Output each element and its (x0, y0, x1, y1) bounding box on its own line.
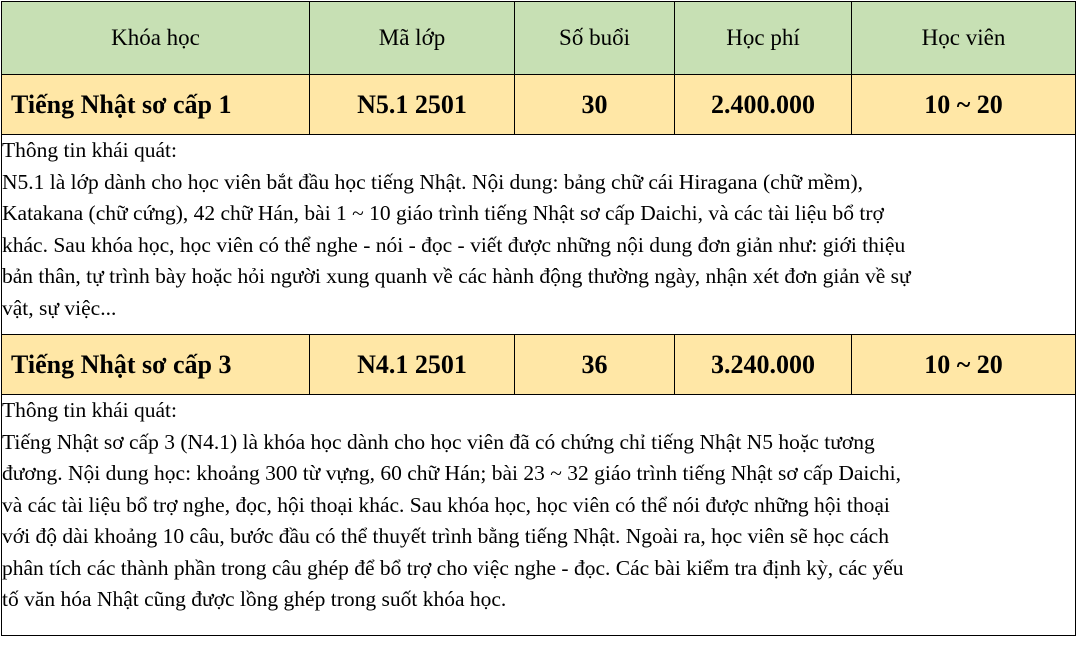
description-line: Tiếng Nhật sơ cấp 3 (N4.1) là khóa học dành cho học viên đã có chứng chỉ tiếng Nhật N5 hoặc tương (2, 429, 875, 454)
description-line: phân tích các thành phần trong câu ghép để bổ trợ cho việc nghe - đọc. Các bài kiểm tra định kỳ, các yếu (2, 555, 904, 580)
student-count: 10 ~ 20 (852, 335, 1076, 395)
class-code: N4.1 2501 (310, 335, 515, 395)
tuition-fee: 3.240.000 (675, 335, 852, 395)
description-line: N5.1 là lớp dành cho học viên bắt đầu học tiếng Nhật. Nội dung: bảng chữ cái Hiragana (chữ mềm), (2, 169, 863, 194)
course-name: Tiếng Nhật sơ cấp 1 (2, 75, 310, 135)
course-table (1, 1, 1076, 636)
course-row-2 (2, 335, 1076, 395)
description-line: vật, sự việc... (2, 295, 117, 320)
description-line: và các tài liệu bổ trợ nghe, đọc, hội thoại khác. Sau khóa học, học viên có thể nói được những hội thoại (2, 492, 890, 517)
tuition-fee: 2.400.000 (675, 75, 852, 135)
description-line: bản thân, tự trình bày hoặc hỏi người xung quanh về các hành động thường ngày, nhận xét đơn giản về sự (2, 264, 911, 288)
course-description (2, 395, 1076, 636)
header-course: Khóa học (2, 2, 310, 75)
description-line: khác. Sau khóa học, học viên có thể nghe - nói - đọc - viết được những nội dung đơn giản như: giới thiệu (2, 232, 906, 257)
description-line: Katakana (chữ cứng), 42 chữ Hán, bài 1 ~ 10 giáo trình tiếng Nhật sơ cấp Daichi, và các tài liệu bổ trợ (2, 201, 884, 225)
course-name: Tiếng Nhật sơ cấp 3 (2, 335, 310, 395)
header-fee: Học phí (675, 2, 852, 75)
description-line: đương. Nội dung học: khoảng 300 từ vựng, 60 chữ Hán; bài 23 ~ 32 giáo trình tiếng Nhật sơ cấp Daichi, (2, 461, 902, 485)
course-description (2, 135, 1076, 335)
description-row-1 (2, 135, 1076, 335)
description-row-2 (2, 395, 1076, 636)
header-students: Học viên (852, 2, 1076, 75)
header-row (2, 2, 1076, 75)
course-row-1 (2, 75, 1076, 135)
description-line: tố văn hóa Nhật cũng được lồng ghép trong suốt khóa học. (2, 587, 507, 611)
class-code: N5.1 2501 (310, 75, 515, 135)
description-heading: Thông tin khái quát: (2, 398, 177, 422)
session-count: 30 (515, 75, 675, 135)
description-heading: Thông tin khái quát: (2, 138, 177, 162)
header-class-code: Mã lớp (310, 2, 515, 75)
header-sessions: Số buổi (515, 2, 675, 75)
description-line: với độ dài khoảng 10 câu, bước đầu có thể thuyết trình bằng tiếng Nhật. Ngoài ra, học viên sẽ học cách (2, 524, 889, 548)
student-count: 10 ~ 20 (852, 75, 1076, 135)
session-count: 36 (515, 335, 675, 395)
